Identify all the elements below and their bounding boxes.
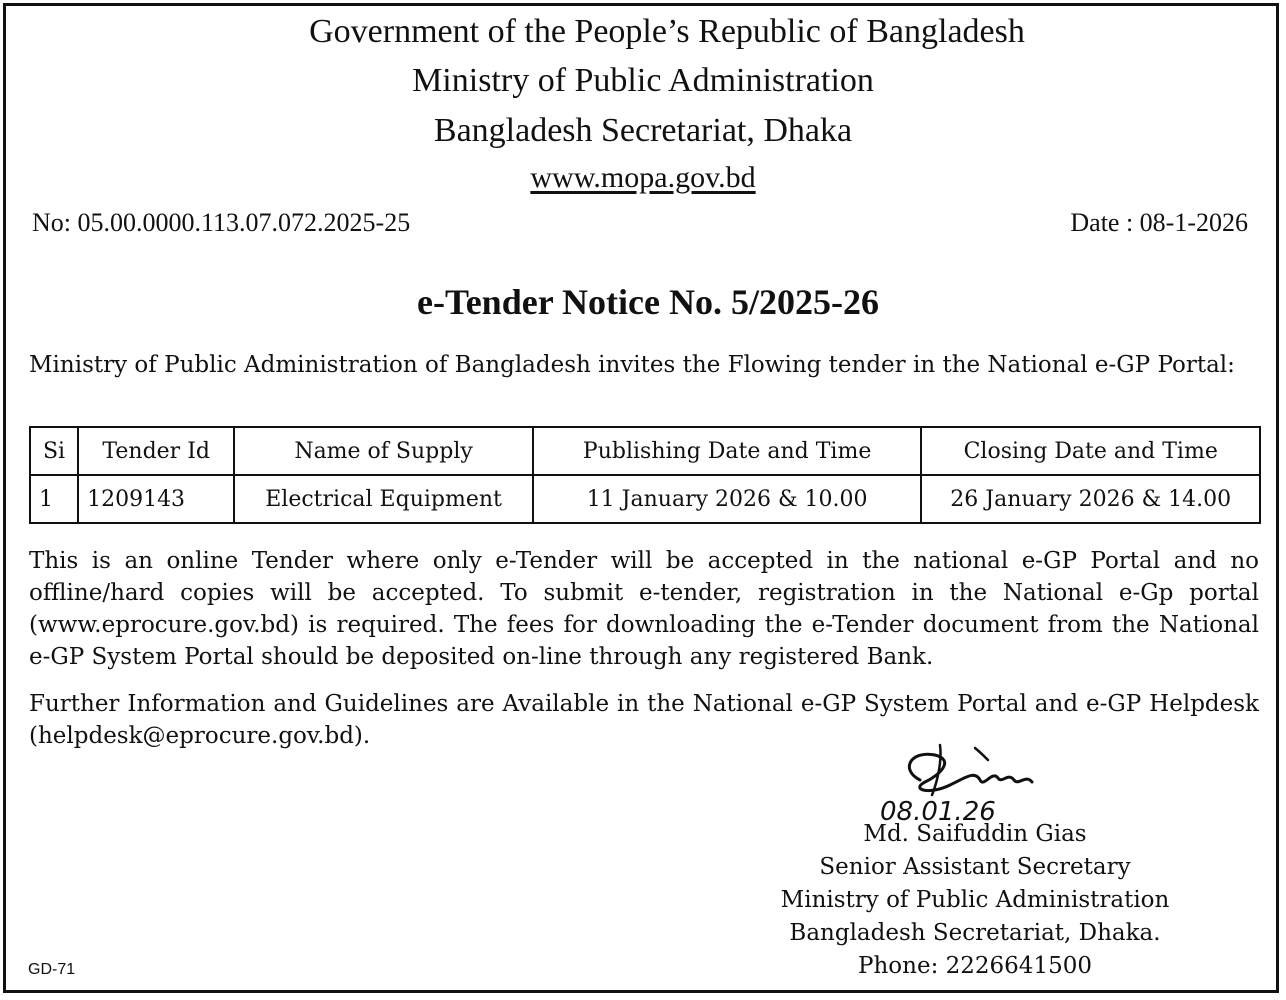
intro-paragraph: Ministry of Public Administration of Bangladesh invites the Flowing tender in the National e-GP Portal:: [29, 352, 1235, 378]
online-tender-paragraph: This is an online Tender where only e-Tender will be accepted in the national e-GP Portal and no offline/hard copies will be accepted. To submit e-tender, registration in the National e-Gp portal (www.eprocure.gov.bd) is required. The fees for downloading the e-Tender document from the National e-GP System Portal should be deposited on-line through any registered Bank.: [29, 548, 1259, 670]
signatory-location: Bangladesh Secretariat, Dhaka.: [789, 920, 1161, 946]
cell-si: 1: [30, 475, 78, 523]
signature-date: 08.01.26: [880, 797, 996, 827]
table-header-row: [30, 427, 1260, 475]
header-si: Si: [30, 427, 78, 475]
signature-image: [880, 740, 1080, 830]
signatory-designation: Senior Assistant Secretary: [819, 854, 1131, 880]
header-supply: Name of Supply: [234, 427, 532, 475]
header-closing: Closing Date and Time: [921, 427, 1260, 475]
signatory-ministry: Ministry of Public Administration: [780, 887, 1170, 913]
header-publishing: Publishing Date and Time: [533, 427, 922, 475]
ministry-heading: Ministry of Public Administration: [412, 62, 874, 99]
cell-closing: 26 January 2026 & 14.00: [921, 475, 1260, 523]
location-heading: Bangladesh Secretariat, Dhaka: [433, 112, 853, 149]
signatory-phone: Phone: 2226641500: [858, 953, 1092, 979]
table-row: [30, 475, 1260, 523]
memo-number: No: 05.00.0000.113.07.072.2025-25: [32, 208, 411, 237]
signatory-block: [760, 818, 1190, 983]
website-link[interactable]: www.mopa.gov.bd: [530, 161, 756, 194]
memo-date: Date : 08-1-2026: [1070, 208, 1248, 237]
gd-code: GD-71: [28, 961, 76, 978]
cell-supply: Electrical Equipment: [234, 475, 532, 523]
cell-publishing: 11 January 2026 & 10.00: [533, 475, 922, 523]
cell-tender-id: 1209143: [78, 475, 234, 523]
further-info-paragraph: Further Information and Guidelines are Available in the National e-GP System Portal and e-GP Helpdesk (helpdesk@eprocure.gov.bd).: [29, 691, 1259, 749]
notice-title: e-Tender Notice No. 5/2025-26: [417, 282, 879, 322]
header-tender-id: Tender Id: [78, 427, 234, 475]
government-heading: Government of the People’s Republic of Bangladesh: [309, 13, 1025, 50]
tender-table: [29, 426, 1261, 524]
signatory-name: Md. Saifuddin Gias: [863, 821, 1087, 847]
